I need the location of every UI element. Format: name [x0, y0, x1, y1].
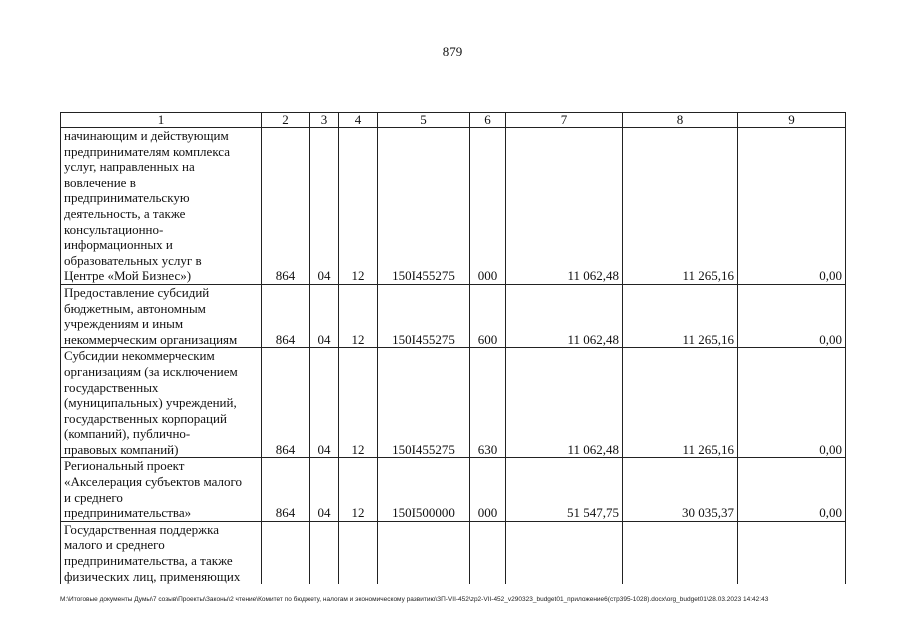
description-line: Региональный проект	[64, 458, 185, 474]
description-line: деятельность, а также	[64, 205, 186, 221]
description-line: предпринимателям комплекса	[64, 143, 231, 159]
description-line: консультационно-	[64, 221, 164, 237]
description-line: предпринимательства, а также	[64, 553, 233, 569]
code-cell	[262, 521, 310, 584]
code-cell: 864	[262, 458, 310, 521]
description-line: учреждениям и иным	[64, 316, 184, 332]
description-line: государственных	[64, 379, 159, 395]
code-cell: 864	[262, 128, 310, 285]
description-line: образовательных услуг в	[64, 252, 202, 268]
description-line: Субсидии некоммерческим	[64, 348, 215, 364]
amount-cell: 11 062,48	[506, 284, 623, 347]
subsection-cell: 12	[339, 458, 378, 521]
table-row	[61, 348, 846, 458]
section-cell: 04	[310, 348, 339, 458]
expense-type-cell: 630	[470, 348, 506, 458]
amount-cell: 51 547,75	[506, 458, 623, 521]
subsection-cell: 12	[339, 284, 378, 347]
header-cell: 6	[470, 113, 506, 128]
table-row	[61, 458, 846, 521]
description-line: физических лиц, применяющих	[64, 568, 241, 584]
description-line: некоммерческим организациям	[64, 331, 238, 347]
amount-cell	[738, 521, 846, 584]
header-cell: 4	[339, 113, 378, 128]
subsection-cell: 12	[339, 348, 378, 458]
description-line: (компаний), публично-	[64, 426, 191, 442]
amount-cell: 0,00	[738, 348, 846, 458]
expense-type-cell: 000	[470, 458, 506, 521]
code-cell: 864	[262, 284, 310, 347]
code-cell: 864	[262, 348, 310, 458]
amount-cell: 11 062,48	[506, 128, 623, 285]
amount-cell	[623, 521, 738, 584]
section-cell: 04	[310, 284, 339, 347]
description-line: «Акселерация субъектов малого	[64, 474, 243, 490]
description-line: начинающим и действующим	[64, 128, 229, 143]
description-cell	[61, 128, 262, 285]
header-cell: 8	[623, 113, 738, 128]
description-cell	[61, 521, 262, 584]
amount-cell: 30 035,37	[623, 458, 738, 521]
description-line: бюджетным, автономным	[64, 300, 206, 316]
section-cell: 04	[310, 128, 339, 285]
expense-type-cell: 600	[470, 284, 506, 347]
amount-cell	[506, 521, 623, 584]
amount-cell: 0,00	[738, 458, 846, 521]
description-line: государственных корпораций	[64, 410, 227, 426]
target-article-cell	[378, 521, 470, 584]
expense-type-cell: 000	[470, 128, 506, 285]
description-line: Государственная поддержка	[64, 521, 220, 537]
description-line: Центре «Мой Бизнес»)	[64, 268, 192, 284]
target-article-cell: 150I455275	[378, 348, 470, 458]
amount-cell: 0,00	[738, 284, 846, 347]
description-line: услуг, направленных на	[64, 159, 195, 175]
description-line: вовлечение в	[64, 174, 136, 190]
subsection-cell: 12	[339, 128, 378, 285]
description-line: Предоставление субсидий	[64, 284, 210, 300]
table-row	[61, 128, 846, 285]
description-line: (муниципальных) учреждений,	[64, 395, 237, 411]
amount-cell: 0,00	[738, 128, 846, 285]
header-cell: 2	[262, 113, 310, 128]
description-line: малого и среднего	[64, 537, 165, 553]
amount-cell: 11 062,48	[506, 348, 623, 458]
amount-cell: 11 265,16	[623, 128, 738, 285]
target-article-cell: 150I455275	[378, 128, 470, 285]
header-cell: 1	[61, 113, 262, 128]
amount-cell: 11 265,16	[623, 348, 738, 458]
section-cell	[310, 521, 339, 584]
description-line: организациям (за исключением	[64, 363, 238, 379]
amount-cell: 11 265,16	[623, 284, 738, 347]
description-line: информационных и	[64, 237, 173, 253]
table-row	[61, 284, 846, 347]
description-cell	[61, 348, 262, 458]
subsection-cell	[339, 521, 378, 584]
description-cell	[61, 284, 262, 347]
header-cell: 9	[738, 113, 846, 128]
table-header-row	[61, 113, 846, 128]
file-path-footer: M:\Итоговые документы Думы\7 созыв\Проекты\Законы\2 чтение\Комитет по бюджету, налогам и экономическому развитию\ЗП-VII-452\zp2-VII-452_v290323_budget01_приложение6(стр395-1028).docx\org_budget01\28.03.2023 14:42:43	[60, 596, 769, 603]
description-line: правовых компаний)	[64, 441, 179, 457]
header-cell: 7	[506, 113, 623, 128]
section-cell: 04	[310, 458, 339, 521]
budget-table	[60, 112, 846, 584]
expense-type-cell	[470, 521, 506, 584]
description-line: и среднего	[64, 489, 123, 505]
target-article-cell: 150I455275	[378, 284, 470, 347]
description-line: предпринимательства»	[64, 505, 192, 521]
description-cell	[61, 458, 262, 521]
description-line: предпринимательскую	[64, 190, 190, 206]
target-article-cell: 150I500000	[378, 458, 470, 521]
table-row	[61, 521, 846, 584]
header-cell: 3	[310, 113, 339, 128]
page-number: 879	[442, 44, 463, 59]
header-cell: 5	[378, 113, 470, 128]
